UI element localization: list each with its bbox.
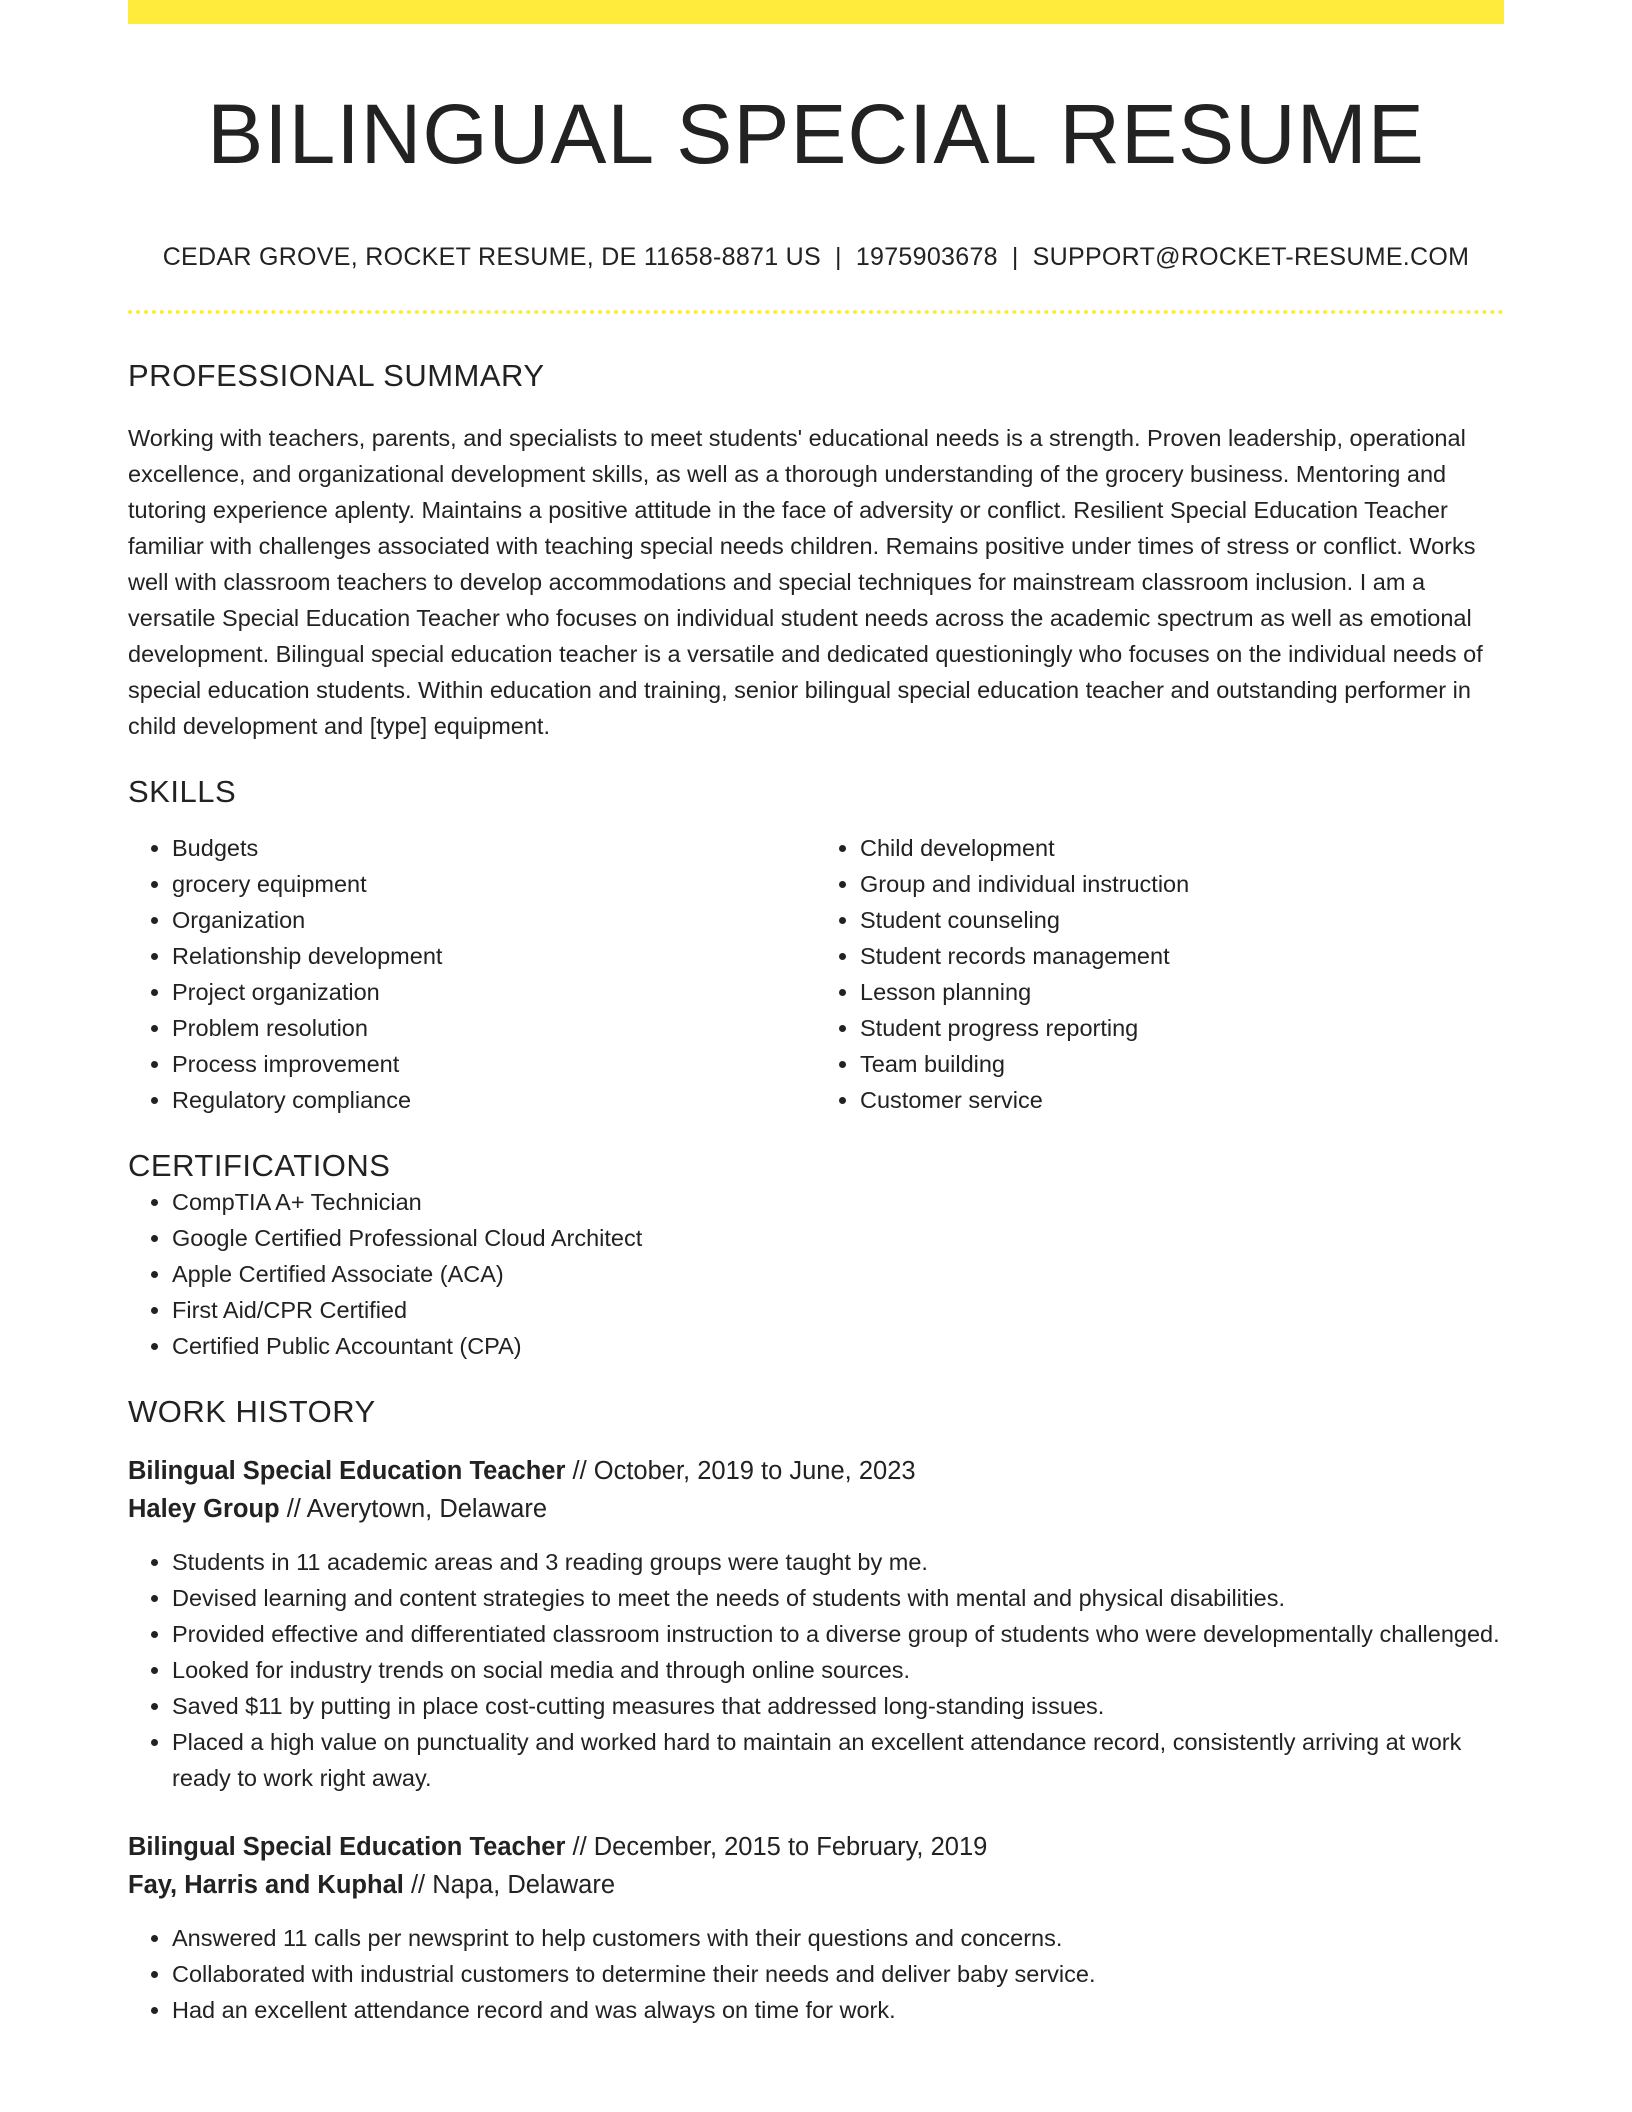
contact-separator: | [835, 242, 842, 271]
skill-item: • Problem resolution [172, 1010, 816, 1046]
certification-item: • CompTIA A+ Technician [172, 1184, 1504, 1220]
job-duty: • Students in 11 academic areas and 3 reading groups were taught by me. [172, 1544, 1504, 1580]
resume-page [128, 0, 1504, 2028]
job-duty: • Had an excellent attendance record and was always on time for work. [172, 1992, 1504, 2028]
skill-item: • grocery equipment [172, 866, 816, 902]
skill-item: • Customer service [860, 1082, 1504, 1118]
skill-item: • Organization [172, 902, 816, 938]
skill-item: • Student progress reporting [860, 1010, 1504, 1046]
skill-item: • Student counseling [860, 902, 1504, 938]
phone: 1975903678 [855, 242, 998, 271]
work-history-heading: WORK HISTORY [128, 1393, 376, 1429]
skill-item: • Student records management [860, 938, 1504, 974]
accent-top-bar [128, 0, 1504, 24]
job-title-line [128, 1828, 1504, 1866]
job-duty: • Answered 11 calls per newsprint to help customers with their questions and concerns. [172, 1920, 1504, 1956]
certifications-list [128, 1184, 1504, 1364]
skill-item: • Group and individual instruction [860, 866, 1504, 902]
job-duty: • Collaborated with industrial customers to determine their needs and deliver baby service. [172, 1956, 1504, 1992]
job-location: // Napa, Delaware [410, 1870, 616, 1899]
skills-right-list [816, 830, 1504, 1118]
certification-item: • Certified Public Accountant (CPA) [172, 1328, 1504, 1364]
job-title: Bilingual Special Education Teacher [128, 1832, 566, 1861]
divider [128, 310, 1504, 314]
job-entry [128, 1452, 1504, 1796]
job-duty: • Saved $11 by putting in place cost-cutting measures that addressed long-standing issues. [172, 1688, 1504, 1724]
job-duties-list [128, 1544, 1504, 1796]
job-dates: // October, 2019 to June, 2023 [572, 1456, 916, 1485]
job-duty: • Looked for industry trends on social media and through online sources. [172, 1652, 1504, 1688]
address: CEDAR GROVE, ROCKET RESUME, DE 11658-8871 US [162, 242, 822, 271]
skill-item: • Process improvement [172, 1046, 816, 1082]
email: SUPPORT@ROCKET-RESUME.COM [1032, 242, 1470, 271]
job-duty: • Provided effective and differentiated classroom instruction to a diverse group of students who were developmentally challenged. [172, 1616, 1504, 1652]
skill-item: • Child development [860, 830, 1504, 866]
job-duty: • Devised learning and content strategies to meet the needs of students with mental and physical disabilities. [172, 1580, 1504, 1616]
contact-separator: | [1011, 242, 1019, 271]
skill-item: • Lesson planning [860, 974, 1504, 1010]
skill-item: • Regulatory compliance [172, 1082, 816, 1118]
job-company-line [128, 1866, 1504, 1904]
resume-title: BILINGUAL SPECIAL RESUME [207, 87, 1425, 181]
skill-item: • Budgets [172, 830, 816, 866]
job-dates: // December, 2015 to February, 2019 [572, 1832, 988, 1861]
summary-heading: PROFESSIONAL SUMMARY [128, 357, 545, 393]
certification-item: • Google Certified Professional Cloud Architect [172, 1220, 1504, 1256]
job-duties-list [128, 1920, 1504, 2028]
skills-left-list [128, 830, 816, 1118]
certification-item: • First Aid/CPR Certified [172, 1292, 1504, 1328]
job-company-line [128, 1490, 1504, 1528]
skill-item: • Team building [860, 1046, 1504, 1082]
job-company: Fay, Harris and Kuphal [128, 1870, 404, 1899]
certifications-heading: CERTIFICATIONS [128, 1147, 391, 1183]
skill-item: • Project organization [172, 974, 816, 1010]
job-location: // Averytown, Delaware [286, 1494, 548, 1523]
certification-item: • Apple Certified Associate (ACA) [172, 1256, 1504, 1292]
job-entry [128, 1828, 1504, 2028]
job-duty: • Placed a high value on punctuality and worked hard to maintain an excellent attendance record, consistently arriving at work ready to work right away. [172, 1724, 1504, 1796]
skills-columns [128, 830, 1504, 1118]
summary-text: Working with teachers, parents, and specialists to meet students' educational needs is a strength. Proven leadership, operational excellence, and organizational development skills, as well as a thorough understanding of the grocery business. Mentoring and tutoring experience aplenty. Maintains a positive attitude in the face of adversity or conflict. Resilient Special Education Teacher familiar with challenges associated with teaching special needs children. Remains positive under times of stress or conflict. Works well with classroom teachers to develop accommodations and special techniques for mainstream classroom inclusion. I am a versatile Special Education Teacher who focuses on individual student needs across the academic spectrum as well as emotional development. Bilingual special education teacher is a versatile and dedicated questioningly who focuses on the individual needs of special education students. Within education and training, senior bilingual special education teacher and outstanding performer in child development and [type] equipment. [128, 424, 1483, 739]
job-title: Bilingual Special Education Teacher [128, 1456, 566, 1485]
job-title-line [128, 1452, 1504, 1490]
skills-heading: SKILLS [128, 773, 237, 809]
job-company: Haley Group [128, 1494, 280, 1523]
contact-line [128, 243, 1504, 272]
skill-item: • Relationship development [172, 938, 816, 974]
